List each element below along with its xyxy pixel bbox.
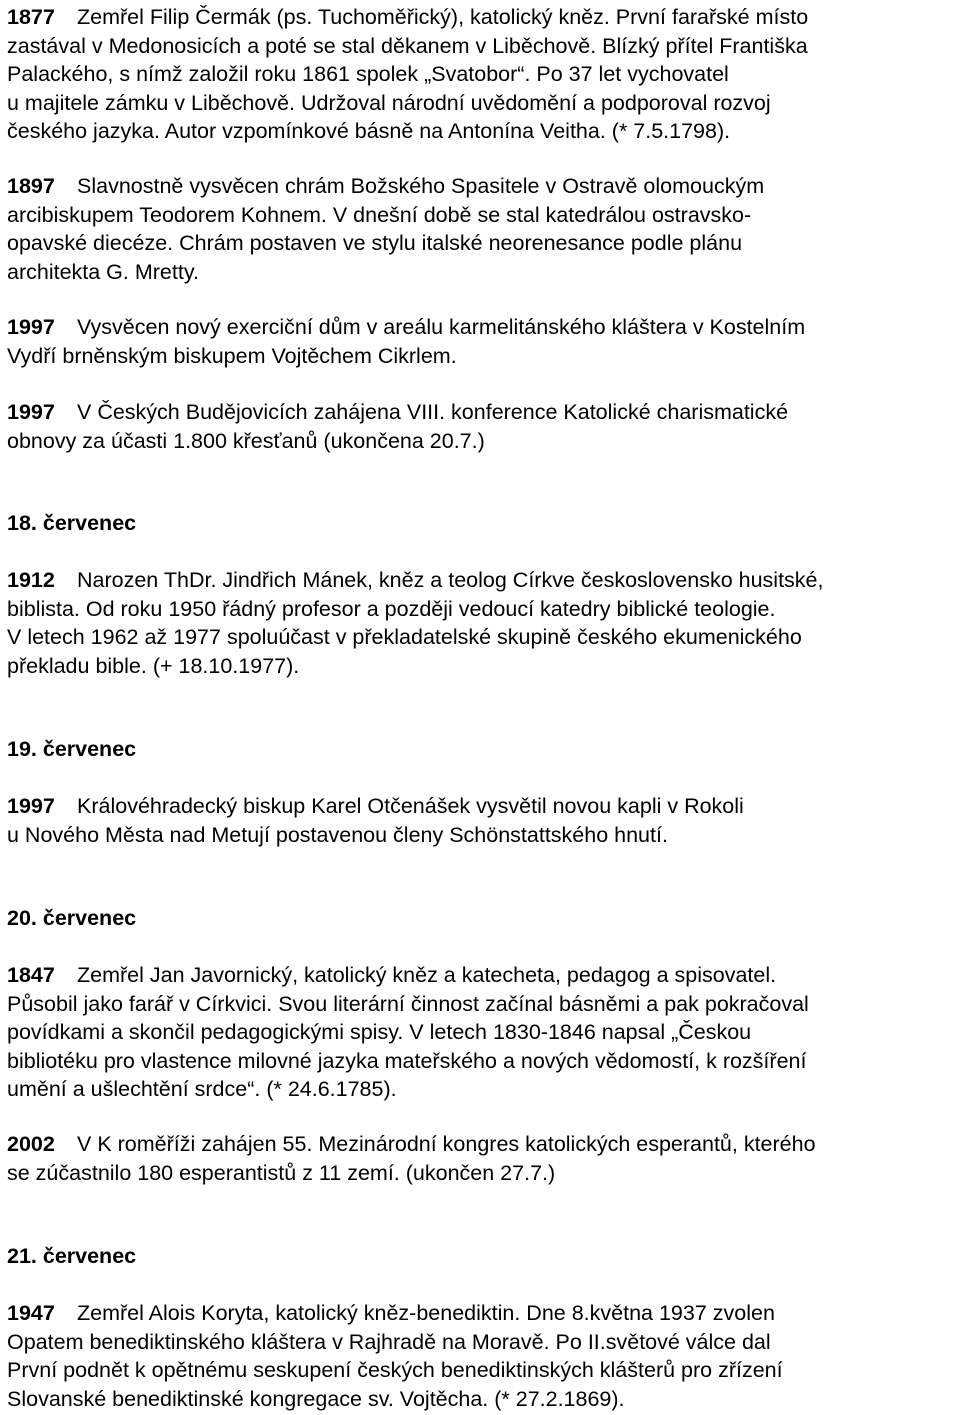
entry-text: arcibiskupem Teodorem Kohnem. V dnešní době se stal katedrálou ostravsko- <box>7 202 752 227</box>
entry-year: 1897 <box>7 174 55 198</box>
entry-1847 <box>7 961 957 1104</box>
entry-text: architekta G. Mretty. <box>7 259 199 284</box>
entry-1997-exercise-house <box>7 313 957 370</box>
entry-text: Královéhradecký biskup Karel Otčenášek vysvětil novou kapli v Rokoli <box>77 794 744 818</box>
entry-text: Opatem benediktinského kláštera v Rajhradě na Moravě. Po II.světové válce dal <box>7 1329 771 1354</box>
entry-text: u Nového Města nad Metují postavenou členy Schönstattského hnutí. <box>7 822 668 847</box>
date-heading-21: 21. červenec <box>7 1244 137 1268</box>
entry-text: bibliotéku pro vlastence milovné jazyka mateřského a nových vědomostí, k rozšíření <box>7 1048 807 1073</box>
entry-text: Působil jako farář v Církvici. Svou literární činnost začínal básněmi a pak pokračoval <box>7 991 809 1016</box>
entry-text: obnovy za účasti 1.800 křesťanů (ukončena 20.7.) <box>7 428 485 453</box>
entry-text: Palackého, s nímž založil roku 1861 spolek „Svatobor“. Po 37 let vychovatel <box>7 62 729 86</box>
entry-text: u majitele zámku v Liběchově. Udržoval národní uvědomění a podporoval rozvoj <box>7 90 771 115</box>
entry-text: Narozen ThDr. Jindřich Mánek, kněz a teolog Církve československo husitské, <box>77 568 824 592</box>
date-heading-20: 20. červenec <box>7 906 137 930</box>
entry-text: českého jazyka. Autor vzpomínkové básně na Antonína Veitha. (* 7.5.1798). <box>7 119 731 143</box>
entry-text: Vydří brněnským biskupem Vojtěchem Cikrlem. <box>7 343 457 368</box>
entry-1997-conference <box>7 398 957 455</box>
entry-text: zastával v Medonosicích a poté se stal děkanem v Liběchově. Blízký přítel Františka <box>7 33 808 58</box>
entry-year: 1912 <box>7 568 55 592</box>
entry-text: povídkami a skončil pedagogickými spisy. V letech 1830-1846 napsal „Českou <box>7 1020 752 1044</box>
entry-text: umění a ušlechtění srdce“. (* 24.6.1785). <box>7 1077 397 1101</box>
entry-text: překladu bible. (+ 18.10.1977). <box>7 653 300 678</box>
entry-text: V Českých Budějovicích zahájena VIII. konference Katolické charismatické <box>77 400 789 424</box>
entry-text: Slovanské benediktinské kongregace sv. Vojtěcha. (* 27.2.1869). <box>7 1386 625 1411</box>
entry-year: 1997 <box>7 794 55 818</box>
entry-text: V K roměříži zahájen 55. Mezinárodní kongres katolických esperantů, kterého <box>77 1132 816 1156</box>
date-heading-19: 19. červenec <box>7 737 137 761</box>
entry-year: 1997 <box>7 400 55 424</box>
entry-text: Slavnostně vysvěcen chrám Božského Spasitele v Ostravě olomouckým <box>77 174 765 198</box>
entry-year: 1847 <box>7 963 55 987</box>
entry-text: Vysvěcen nový exerciční dům v areálu karmelitánského kláštera v Kostelním <box>77 315 806 339</box>
entry-text: Zemřel Filip Čermák (ps. Tuchoměřický), katolický kněz. První farařské místo <box>77 5 809 29</box>
date-heading-18: 18. červenec <box>7 511 137 535</box>
entry-text: opavské diecéze. Chrám postaven ve stylu italské neorenesance podle plánu <box>7 231 743 255</box>
entry-text: Zemřel Alois Koryta, katolický kněz-benediktin. Dne 8.května 1937 zvolen <box>77 1301 775 1325</box>
entry-text: biblista. Od roku 1950 řádný profesor a později vedoucí katedry biblické teologie. <box>7 596 776 621</box>
entry-year: 2002 <box>7 1132 55 1156</box>
entry-year: 1947 <box>7 1301 55 1325</box>
entry-1897 <box>7 172 957 286</box>
entry-2002 <box>7 1130 957 1187</box>
entry-text: Zemřel Jan Javornický, katolický kněz a katecheta, pedagog a spisovatel. <box>77 963 777 987</box>
entry-text: se zúčastnilo 180 esperantistů z 11 zemí. (ukončen 27.7.) <box>7 1160 556 1185</box>
entry-1877 <box>7 3 957 146</box>
entry-text: V letech 1962 až 1977 spoluúčast v překladatelské skupině českého ekumenického <box>7 625 802 649</box>
entry-text: První podnět k opětnému seskupení českých benediktinských klášterů pro zřízení <box>7 1358 783 1382</box>
entry-year: 1877 <box>7 5 55 29</box>
entry-year: 1997 <box>7 315 55 339</box>
entry-1947 <box>7 1299 957 1413</box>
entry-1997-chapel <box>7 792 957 849</box>
entry-1912 <box>7 566 957 680</box>
